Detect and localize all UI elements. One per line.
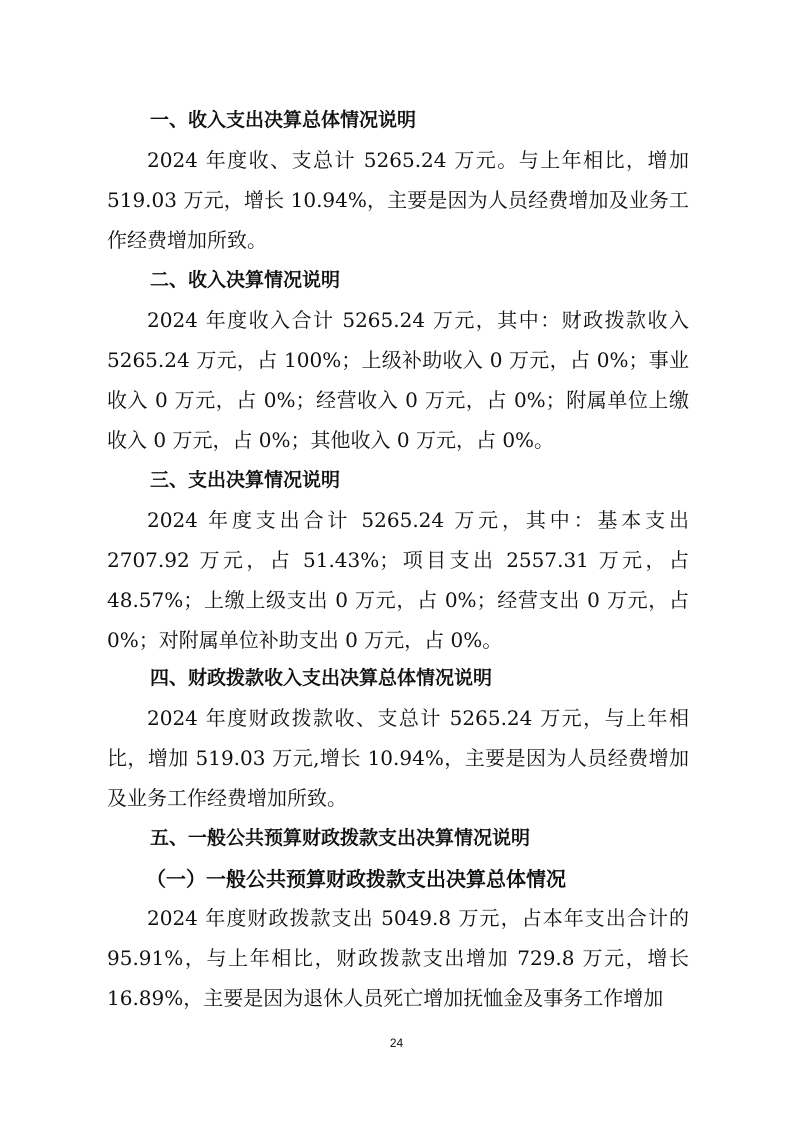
section-3-heading: 三、支出决算情况说明 — [150, 469, 341, 491]
section-2-paragraph: 2024 年度收入合计 5265.24 万元，其中：财政拨款收入 5265.24 万元，占 100%；上级补助收入 0 万元，占 0%；事业收入 0 万元，占 0%；经营收入 0 万元，占 0%；附属单位上缴收入 0 万元，占 0%；其他收入 0 万元，占 0%。 — [107, 308, 689, 452]
section-1-paragraph: 2024 年度收、支总计 5265.24 万元。与上年相比，增加 519.03 万元，增长 10.94%，主要是因为人员经费增加及业务工作经费增加所致。 — [107, 148, 689, 252]
section-5-subheading: （一）一般公共预算财政拨款支出决算总体情况 — [146, 867, 566, 891]
section-5-paragraph: 2024 年度财政拨款支出 5049.8 万元，占本年支出合计的 95.91%，与上年相比，财政拨款支出增加 729.8 万元，增长 16.89%，主要是因为退休人员死亡增加抚恤金及事务工作增加 — [107, 906, 689, 1010]
section-1-heading: 一、收入支出决算总体情况说明 — [150, 109, 417, 131]
section-4-heading: 四、财政拨款收入支出决算总体情况说明 — [150, 667, 493, 689]
section-2-heading: 二、收入决算情况说明 — [150, 269, 341, 291]
section-3-paragraph: 2024 年度支出合计 5265.24 万元，其中：基本支出 2707.92 万元，占 51.43%；项目支出 2557.31 万元，占 48.57%；上缴上级支出 0 万元，占 0%；经营支出 0 万元，占 0%；对附属单位补助支出 0 万元，占 0%。 — [107, 508, 689, 652]
section-4-paragraph: 2024 年度财政拨款收、支总计 5265.24 万元，与上年相比，增加 519.03 万元,增长 10.94%，主要是因为人员经费增加及业务工作经费增加所致。 — [107, 706, 689, 810]
page-number: 24 — [389, 1036, 404, 1050]
section-5-heading: 五、一般公共预算财政拨款支出决算情况说明 — [150, 827, 531, 849]
